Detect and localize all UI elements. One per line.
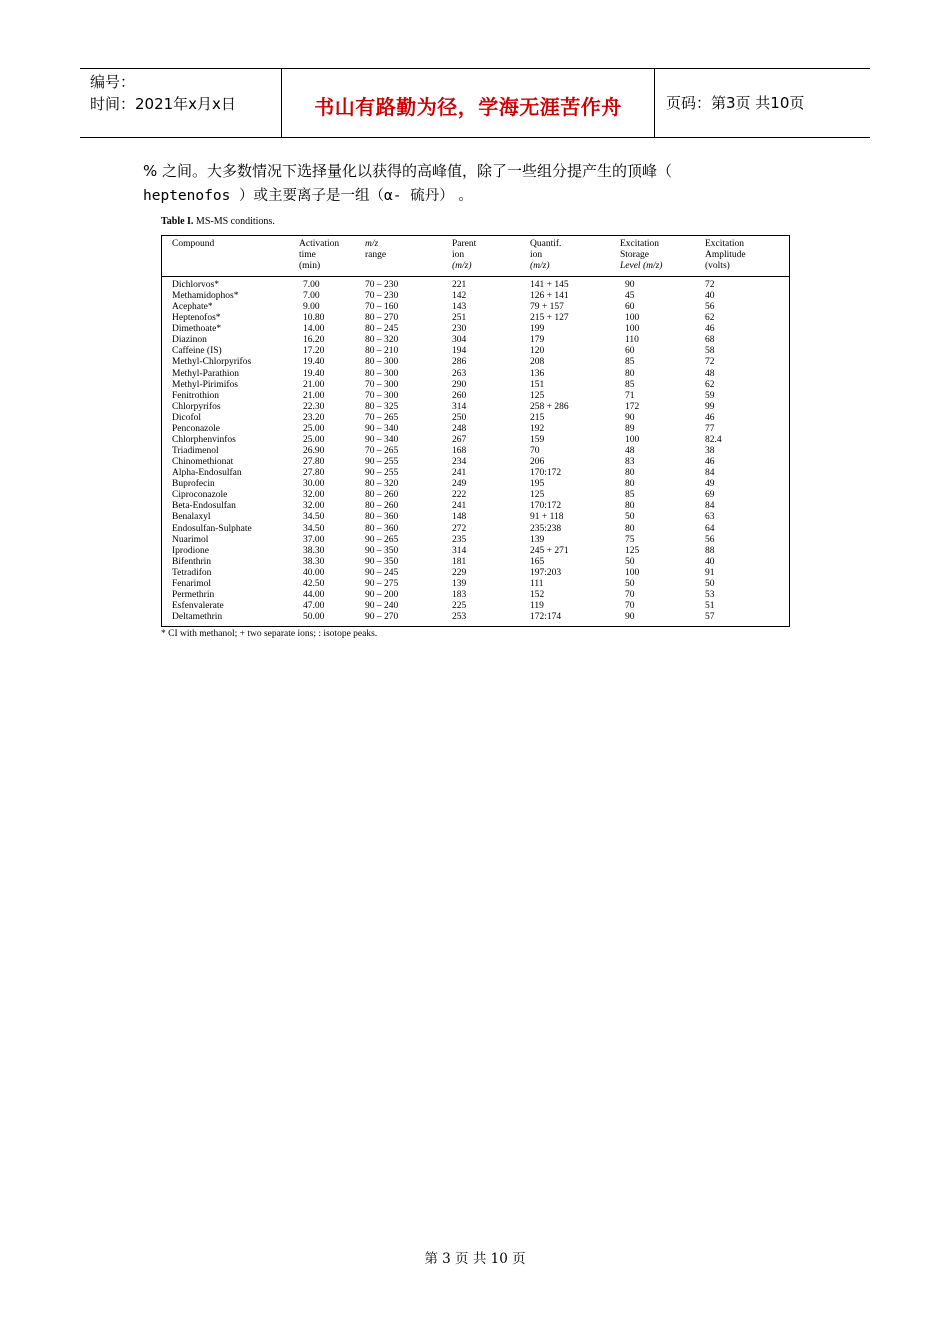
table-cell: 58 (705, 346, 715, 357)
table-cell: 208 (530, 357, 545, 368)
table-cell: 111 (530, 578, 544, 589)
table-cell: 70 (530, 446, 540, 457)
table-row (162, 291, 789, 302)
table-cell: 37.00 (303, 534, 325, 545)
table-cell: 85 (625, 490, 635, 501)
table-cell: 21.00 (303, 390, 325, 401)
table-cell: Permethrin (172, 589, 215, 600)
table-cell: 50 (625, 512, 635, 523)
table-cell: 80 (625, 368, 635, 379)
table-cell: 110 (625, 335, 639, 346)
table-cell: 125 (530, 390, 545, 401)
table-cell: 230 (452, 324, 467, 335)
table-cell: Triadimenol (172, 446, 219, 457)
table-cell: 47.00 (303, 601, 325, 612)
table-row (162, 468, 789, 479)
table-cell: 272 (452, 523, 467, 534)
header-divider (654, 69, 655, 137)
table-cell: 100 (625, 324, 640, 335)
body-text-cjk: 硫丹） 。 (410, 188, 473, 204)
table-cell: Esfenvalerate (172, 601, 224, 612)
table-row (162, 435, 789, 446)
table-cell: 90 – 340 (365, 434, 399, 445)
table-row (162, 479, 789, 490)
table-cell: 90 – 255 (365, 468, 399, 479)
table-cell: 248 (452, 423, 467, 434)
table-cell: 14.00 (303, 324, 325, 335)
table-cell: 241 (452, 468, 467, 479)
table-row (162, 357, 789, 368)
table-cell: 125 (625, 545, 640, 556)
table-cell: Methamidophos* (172, 291, 239, 302)
table-cell: 72 (705, 357, 715, 368)
table-cell: Heptenofos* (172, 313, 221, 324)
table-cell: 19.40 (303, 357, 325, 368)
table-cell: 48 (625, 446, 635, 457)
table-cell: 84 (705, 501, 715, 512)
table-cell: 60 (625, 346, 635, 357)
table-cell: Beta-Endosulfan (172, 501, 236, 512)
table-cell: 80 – 300 (365, 368, 399, 379)
table-row (162, 424, 789, 435)
table-cell: Dicofol (172, 412, 202, 423)
table-header-cell (530, 239, 561, 272)
table-cell: 85 (625, 357, 635, 368)
table-cell: 27.80 (303, 468, 325, 479)
table-cell: 25.00 (303, 434, 325, 445)
table-cell: 90 – 270 (365, 612, 399, 623)
table-cell: 258 + 286 (530, 401, 569, 412)
table-row (162, 601, 789, 612)
table-cell: Penconazole (172, 423, 221, 434)
table-row (162, 302, 789, 313)
table-row (162, 535, 789, 546)
table-cell: 314 (452, 401, 467, 412)
table-cell: 199 (530, 324, 545, 335)
table-row (162, 380, 789, 391)
table-cell: Fenitrothion (172, 390, 219, 401)
table-header-text: Quantif. (530, 239, 562, 249)
table-header-text: Level (m/z) (620, 261, 663, 271)
table-row (162, 335, 789, 346)
table-cell: 125 (530, 490, 545, 501)
table-cell: 40 (705, 291, 715, 302)
table-cell: Deltamethrin (172, 612, 223, 623)
table-cell: 90 – 265 (365, 534, 399, 545)
table-cell: 70 – 265 (365, 446, 399, 457)
table-cell: Nuarimol (172, 534, 209, 545)
table-cell: 172 (625, 401, 640, 412)
table-cell: 170:172 (530, 468, 562, 479)
table-cell: 70 (625, 601, 635, 612)
header-meta (90, 71, 236, 115)
table-row (162, 579, 789, 590)
table-cell: 90 – 350 (365, 556, 399, 567)
table-cell: 80 – 320 (365, 335, 399, 346)
table-cell: 82.4 (705, 434, 722, 445)
table-cell: 80 – 245 (365, 324, 399, 335)
table-cell: Dimethoate* (172, 324, 222, 335)
table-cell: 83 (625, 457, 635, 468)
table-cell: 181 (452, 556, 467, 567)
table-cell: 88 (705, 545, 715, 556)
table-cell: 34.50 (303, 523, 325, 534)
table-cell: Ciproconazole (172, 490, 228, 501)
table-cell: 32.00 (303, 490, 325, 501)
table-cell: 34.50 (303, 512, 325, 523)
table-cell: Dichlorvos* (172, 280, 219, 290)
table-header (162, 236, 789, 277)
table-cell: 69 (705, 490, 715, 501)
table-cell: 51 (705, 601, 715, 612)
table-cell: 80 – 210 (365, 346, 399, 357)
table-cell: 260 (452, 390, 467, 401)
table-header-text: time (299, 250, 316, 260)
table-cell: Methyl-Chlorpyrifos (172, 357, 252, 368)
table-cell: 91 + 118 (530, 512, 564, 523)
table-cell: 72 (705, 280, 715, 290)
table-cell: Chlorpyrifos (172, 401, 221, 412)
table-cell: 194 (452, 346, 467, 357)
table-cell: 142 (452, 291, 467, 302)
table-cell: 63 (705, 512, 715, 523)
table-cell: 100 (625, 567, 640, 578)
table-cell: 165 (530, 556, 545, 567)
table-cell: 251 (452, 313, 467, 324)
table-cell: Tetradifon (172, 567, 212, 578)
table-cell: 126 + 141 (530, 291, 569, 302)
table-cell: 100 (625, 313, 640, 324)
table-header-cell (620, 239, 662, 272)
table-cell: 286 (452, 357, 467, 368)
table-cell: 80 – 325 (365, 401, 399, 412)
table-cell: 7.00 (303, 280, 320, 290)
table-cell: 70 – 300 (365, 379, 399, 390)
table-cell: 80 – 270 (365, 313, 399, 324)
table-cell: 70 – 230 (365, 291, 399, 302)
table-cell: 46 (705, 412, 715, 423)
table-cell: 90 – 200 (365, 589, 399, 600)
table-cell: 215 + 127 (530, 313, 569, 324)
body-text-latin: heptenofos ） (143, 188, 254, 204)
table-cell: 77 (705, 423, 715, 434)
table-cell: 50 (625, 578, 635, 589)
table-cell: 222 (452, 490, 467, 501)
table-cell: 60 (625, 302, 635, 313)
table-cell: Buprofecin (172, 479, 215, 490)
body-text-greek: α- (384, 188, 411, 204)
table-cell: 42.50 (303, 578, 325, 589)
table-cell: 89 (625, 423, 635, 434)
table-cell: 27.80 (303, 457, 325, 468)
table-cell: 40.00 (303, 567, 325, 578)
table-cell: 10.80 (303, 313, 325, 324)
table-header-text: Compound (172, 239, 215, 249)
table-cell: 32.00 (303, 501, 325, 512)
table-cell: 221 (452, 280, 467, 290)
table-header-text: Amplitude (705, 250, 746, 260)
table-cell: 44.00 (303, 589, 325, 600)
table-cell: Methyl-Pirimifos (172, 379, 238, 390)
table-header-text: range (365, 250, 387, 260)
table-caption-label: Table I. (161, 216, 194, 227)
table-header-text: Parent (452, 239, 477, 249)
table-cell: 40 (705, 556, 715, 567)
table-cell: 16.20 (303, 335, 325, 346)
table-row (162, 313, 789, 324)
table-cell: Diazinon (172, 335, 207, 346)
table-cell: 100 (625, 434, 640, 445)
table-cell: 9.00 (303, 302, 320, 313)
table-cell: 70 – 230 (365, 280, 399, 290)
table-header-text: (min) (299, 261, 321, 271)
table-cell: 267 (452, 434, 467, 445)
table-cell: 90 – 340 (365, 423, 399, 434)
table-row (162, 369, 789, 380)
table-cell: 62 (705, 379, 715, 390)
table-cell: 136 (530, 368, 545, 379)
table-header-text: Excitation (620, 239, 660, 249)
table-cell: 90 – 240 (365, 601, 399, 612)
table-cell: 7.00 (303, 291, 320, 302)
table-cell: 64 (705, 523, 715, 534)
table-header-text: (m/z) (530, 261, 550, 271)
table-cell: 119 (530, 601, 544, 612)
table-header-text: (volts) (705, 261, 730, 271)
table-cell: 245 + 271 (530, 545, 569, 556)
table-header-cell (172, 239, 214, 250)
table-footnote: * CI with methanol; + two separate ions; : isotope peaks. (161, 629, 378, 639)
table-cell: 80 (625, 501, 635, 512)
page-header (80, 68, 870, 138)
table-cell: 90 – 350 (365, 545, 399, 556)
table-cell: 80 (625, 479, 635, 490)
table-header-cell (299, 239, 339, 272)
table-header-text: (m/z) (452, 261, 472, 271)
table-cell: 25.00 (303, 423, 325, 434)
table-cell: 159 (530, 434, 545, 445)
table-cell: 46 (705, 457, 715, 468)
table-cell: 49 (705, 479, 715, 490)
document-number-label: 编号： (90, 73, 136, 91)
table-cell: Benalaxyl (172, 512, 211, 523)
table-cell: 46 (705, 324, 715, 335)
table-cell: Methyl-Parathion (172, 368, 240, 379)
table-cell: 68 (705, 335, 715, 346)
body-text-line-1: % 之间。大多数情况下选择量化以获得的高峰值，除了一些组分提产生的顶峰（ (143, 162, 673, 180)
table-cell: 234 (452, 457, 467, 468)
table-cell: 48 (705, 368, 715, 379)
table-cell: 50 (625, 556, 635, 567)
table-header-text: m/z (365, 239, 379, 249)
table-row (162, 391, 789, 402)
table-cell: 235 (452, 534, 467, 545)
table-cell: 50 (705, 578, 715, 589)
table-row (162, 501, 789, 512)
table-header-cell (452, 239, 476, 272)
table-cell: 139 (452, 578, 467, 589)
table-row (162, 324, 789, 335)
table-cell: Chlorphenvinfos (172, 434, 236, 445)
table-cell: Iprodione (172, 545, 209, 556)
table-cell: 80 – 360 (365, 523, 399, 534)
table-cell: 168 (452, 446, 467, 457)
table-cell: 241 (452, 501, 467, 512)
table-cell: 56 (705, 302, 715, 313)
table-header-text: ion (530, 250, 543, 260)
table-row (162, 490, 789, 501)
table-cell: 225 (452, 601, 467, 612)
table-cell: 179 (530, 335, 545, 346)
table-cell: 21.00 (303, 379, 325, 390)
table-cell: 59 (705, 390, 715, 401)
table-cell: 229 (452, 567, 467, 578)
table-caption-title: MS-MS conditions. (193, 216, 275, 227)
table-cell: 70 – 160 (365, 302, 399, 313)
table-cell: 215 (530, 412, 545, 423)
table-cell: 206 (530, 457, 545, 468)
table-cell: 80 (625, 523, 635, 534)
table-row (162, 446, 789, 457)
table-cell: 250 (452, 412, 467, 423)
table-cell: 290 (452, 379, 467, 390)
table-cell: 263 (452, 368, 467, 379)
table-header-cell (705, 239, 746, 272)
table-header-text: Excitation (705, 239, 745, 249)
table-header-text: Storage (620, 250, 650, 260)
table-cell: 151 (530, 379, 545, 390)
table-cell: 90 (625, 612, 635, 623)
table-cell: 56 (705, 534, 715, 545)
table-cell: 90 – 275 (365, 578, 399, 589)
table-cell: Endosulfan-Sulphate (172, 523, 252, 534)
table-cell: Chinomethionat (172, 457, 234, 468)
table-row (162, 590, 789, 601)
table-cell: 19.40 (303, 368, 325, 379)
table-cell: 143 (452, 302, 467, 313)
table-cell: 75 (625, 534, 635, 545)
table-row (162, 524, 789, 535)
table-cell: 172:174 (530, 612, 562, 623)
page-footer: 第 3 页 共 10 页 (424, 1251, 526, 1267)
table-header-cell (365, 239, 386, 261)
table-cell: 23.20 (303, 412, 325, 423)
table-row (162, 413, 789, 424)
table-cell: 50.00 (303, 612, 325, 623)
table-cell: 71 (625, 390, 635, 401)
table-row (162, 280, 789, 291)
table-cell: Alpha-Endosulfan (172, 468, 242, 479)
table-cell: 70 – 300 (365, 390, 399, 401)
table-cell: 80 – 360 (365, 512, 399, 523)
table-cell: Bifenthrin (172, 556, 212, 567)
header-page-info: 页码：第3页 共10页 (666, 94, 805, 112)
table-row (162, 546, 789, 557)
table-cell: 26.90 (303, 446, 325, 457)
table-cell: Caffeine (IS) (172, 346, 222, 357)
table-cell: 183 (452, 589, 467, 600)
table-cell: 45 (625, 291, 635, 302)
table-cell: 90 (625, 412, 635, 423)
table-cell: 192 (530, 423, 545, 434)
table-row (162, 457, 789, 468)
table-cell: 141 + 145 (530, 280, 569, 290)
table-cell: 38 (705, 446, 715, 457)
table-cell: 152 (530, 589, 545, 600)
table-cell: 80 – 320 (365, 479, 399, 490)
table-cell: 253 (452, 612, 467, 623)
body-text-cjk: 或主要离子是一组（ (253, 188, 385, 204)
table-cell: 314 (452, 545, 467, 556)
table-cell: 62 (705, 313, 715, 324)
table-row (162, 557, 789, 568)
table-row (162, 612, 789, 623)
table-cell: 170:172 (530, 501, 562, 512)
table-cell: 70 – 265 (365, 412, 399, 423)
table-cell: 30.00 (303, 479, 325, 490)
table-cell: Fenarimol (172, 578, 212, 589)
header-motto: 书山有路勤为径，学海无涯苦作舟 (314, 95, 622, 119)
table-cell: 38.30 (303, 545, 325, 556)
table-header-text: Activation (299, 239, 340, 249)
table-cell: 70 (625, 589, 635, 600)
table-cell: 91 (705, 567, 715, 578)
table-cell: Acephate* (172, 302, 213, 313)
table-cell: 120 (530, 346, 545, 357)
table-cell: 90 – 255 (365, 457, 399, 468)
table-cell: 304 (452, 335, 467, 346)
table-cell: 38.30 (303, 556, 325, 567)
table-cell: 235:238 (530, 523, 562, 534)
table-cell: 57 (705, 612, 715, 623)
table-cell: 249 (452, 479, 467, 490)
ms-ms-table (161, 235, 790, 627)
document-time-label: 时间：2021年x月x日 (90, 95, 236, 113)
table-caption (161, 216, 275, 227)
table-cell: 195 (530, 479, 545, 490)
table-cell: 80 (625, 468, 635, 479)
table-cell: 80 – 300 (365, 357, 399, 368)
table-cell: 85 (625, 379, 635, 390)
table-row (162, 402, 789, 413)
table-cell: 139 (530, 534, 545, 545)
table-cell: 80 – 260 (365, 490, 399, 501)
table-cell: 80 – 260 (365, 501, 399, 512)
table-cell: 17.20 (303, 346, 325, 357)
table-cell: 148 (452, 512, 467, 523)
table-cell: 84 (705, 468, 715, 479)
table-cell: 53 (705, 589, 715, 600)
table-row (162, 512, 789, 523)
table-cell: 90 – 245 (365, 567, 399, 578)
table-header-text: ion (452, 250, 465, 260)
body-text-line-2 (143, 186, 473, 206)
table-cell: 79 + 157 (530, 302, 564, 313)
table-cell: 99 (705, 401, 715, 412)
table-row (162, 346, 789, 357)
table-row (162, 568, 789, 579)
table-cell: 90 (625, 280, 635, 290)
table-cell: 197:203 (530, 567, 562, 578)
table-cell: 22.30 (303, 401, 325, 412)
